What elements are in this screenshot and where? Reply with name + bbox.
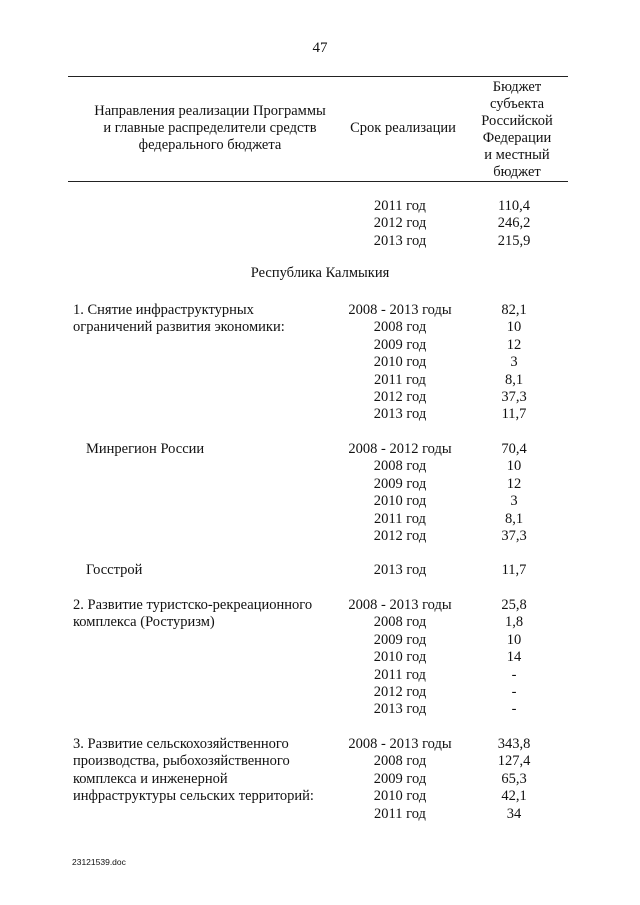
period-cell: 2010 год (373, 493, 427, 510)
table-top-rule (68, 76, 568, 77)
period-cell: 2008 - 2013 годы (348, 597, 452, 613)
value-cell: 11,7 (501, 406, 527, 423)
value-cell: 10 (506, 631, 522, 648)
period-cell: 2012 год (373, 389, 427, 405)
footer-filename: 23121539.doc (72, 857, 126, 867)
value-cell: 70,4 (501, 441, 527, 457)
row-label: 3. Развитие сельскохозяйственного (73, 736, 289, 752)
period-cell: 2010 год (373, 649, 427, 666)
value-cell: 34 (506, 805, 522, 822)
value-cell: 10 (506, 319, 522, 336)
header-period-line: Срок реализации (350, 120, 456, 136)
value-cell: 37,3 (501, 389, 527, 405)
period-cell: 2011 год (374, 371, 426, 388)
value-cell: 8,1 (504, 371, 524, 388)
table-header-rule (68, 181, 568, 182)
row-label: Минрегион России (86, 441, 205, 457)
value-cell: 3 (510, 354, 518, 371)
row-label: 2. Развитие туристско-рекреационного (73, 597, 313, 613)
value-cell: 1,8 (504, 614, 524, 631)
period-cell: 2009 год (373, 336, 427, 353)
header-budget-line: Российской (481, 113, 553, 129)
value-cell: 25,8 (501, 597, 527, 613)
value-cell: 14 (506, 649, 522, 666)
value-cell: 82,1 (501, 302, 527, 318)
period-cell: 2013 год (373, 562, 427, 578)
value-cell: 12 (506, 336, 522, 353)
period-cell: 2013 год (373, 406, 427, 423)
header-budget-line: Федерации (482, 130, 552, 146)
period-cell: 2011 год (374, 198, 426, 214)
value-cell: 3 (510, 493, 518, 510)
period-cell: 2008 год (373, 753, 427, 770)
period-cell: 2009 год (373, 631, 427, 648)
row-label: комплекса (Ростуризм) (73, 614, 215, 631)
value-cell: 37,3 (501, 528, 527, 544)
value-cell: - (511, 666, 517, 683)
period-cell: 2013 год (373, 232, 427, 249)
row-label: производства, рыбохозяйственного (73, 753, 290, 770)
value-cell: 8,1 (504, 510, 524, 527)
section-title: Республика Калмыкия (250, 265, 390, 281)
value-cell: 110,4 (497, 198, 531, 214)
row-label: Госстрой (86, 562, 143, 578)
period-cell: 2008 год (373, 614, 427, 631)
header-directions-line: Направления реализации Программы (94, 103, 326, 119)
period-cell: 2012 год (373, 684, 427, 700)
period-cell: 2012 год (373, 528, 427, 544)
row-label: ограничений развития экономики: (73, 319, 285, 336)
value-cell: 215,9 (497, 232, 531, 249)
row-label: инфраструктуры сельских территорий: (73, 788, 314, 805)
header-budget-line: Бюджет (492, 79, 542, 95)
header-budget-line: бюджет (493, 164, 541, 180)
period-cell: 2009 год (373, 770, 427, 787)
value-cell: 127,4 (497, 753, 531, 770)
period-cell: 2008 год (373, 458, 427, 475)
header-directions (68, 103, 352, 154)
header-directions-line: федерального бюджета (138, 137, 282, 153)
value-cell: 11,7 (501, 562, 527, 578)
period-cell: 2010 год (373, 788, 427, 805)
period-cell: 2012 год (373, 215, 427, 232)
period-cell: 2010 год (373, 354, 427, 371)
value-cell: - (511, 701, 517, 718)
period-cell: 2008 год (373, 319, 427, 336)
value-cell: 42,1 (501, 788, 527, 805)
row-label: комплекса и инженерной (73, 770, 228, 787)
period-cell: 2008 - 2013 годы (348, 736, 452, 752)
row-label: 1. Снятие инфраструктурных (73, 302, 254, 318)
period-cell: 2008 - 2013 годы (348, 302, 452, 318)
value-cell: 65,3 (501, 770, 527, 787)
value-cell: 343,8 (497, 736, 531, 752)
period-cell: 2011 год (374, 666, 426, 683)
header-period (340, 120, 466, 137)
value-cell: 246,2 (497, 215, 531, 232)
period-cell: 2008 - 2012 годы (348, 441, 452, 457)
period-cell: 2009 год (373, 475, 427, 492)
period-cell: 2013 год (373, 701, 427, 718)
value-cell: 12 (506, 475, 522, 492)
value-cell: - (511, 684, 517, 700)
page-number: 47 (312, 40, 328, 56)
period-cell: 2011 год (374, 805, 426, 822)
header-budget (466, 79, 568, 181)
header-budget-line: субъекта (489, 96, 545, 112)
period-cell: 2011 год (374, 510, 426, 527)
header-directions-line: и главные распределители средств (103, 120, 317, 136)
header-budget-line: и местный (484, 147, 550, 163)
value-cell: 10 (506, 458, 522, 475)
